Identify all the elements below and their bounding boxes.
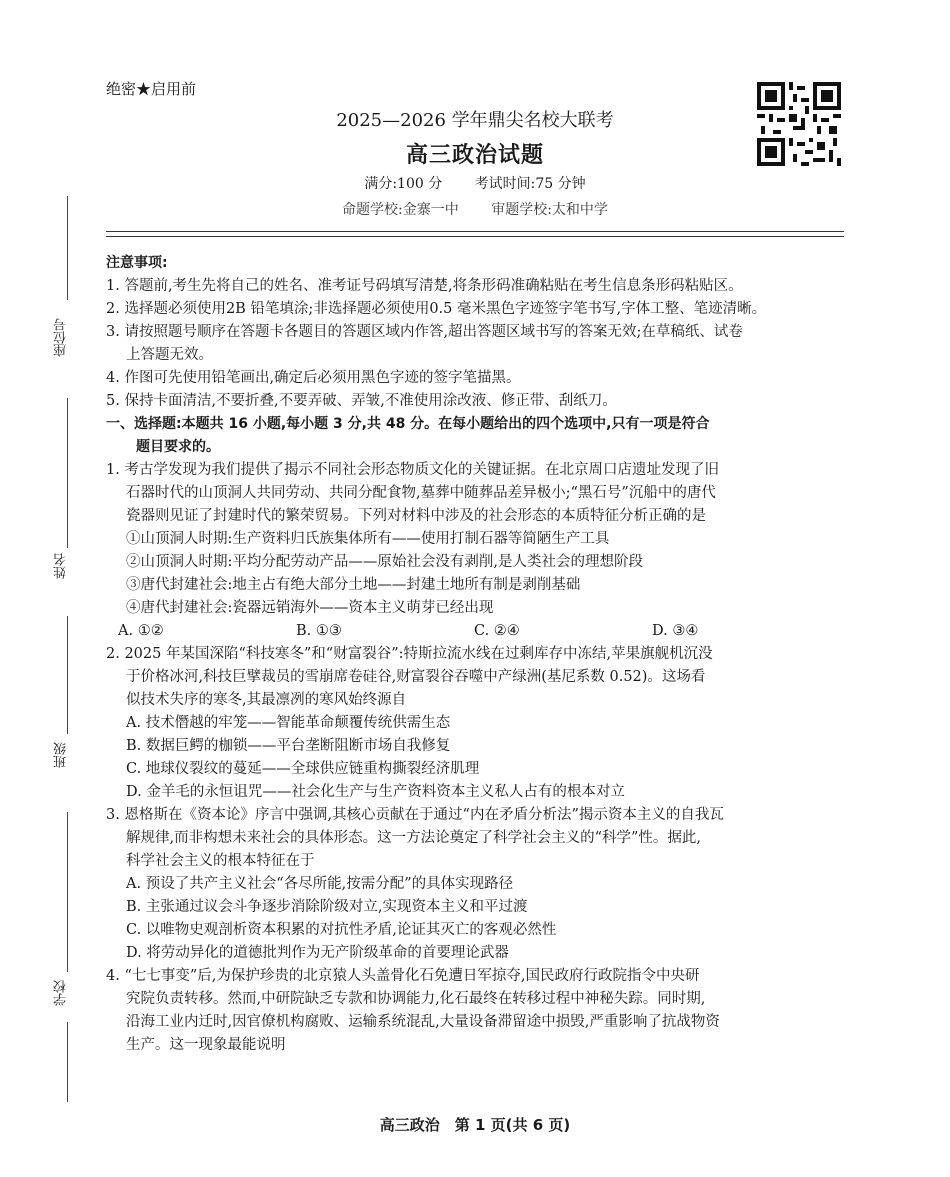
full-score: 满分:100 分	[364, 176, 443, 192]
question-stem: 3. 恩格斯在《资本论》序言中强调,其核心贡献在于通过“内在矛盾分析法”揭示资本主义的自我瓦	[106, 807, 724, 823]
option-c: C. 以唯物史观剖析资本积累的对抗性矛盾,论证其灭亡的客观必然性	[126, 922, 557, 938]
qr-code	[757, 82, 841, 166]
section-title: 一、选择题:本题共 16 小题,每小题 3 分,共 48 分。在每小题给出的四个选项中,只有一项是符合	[106, 416, 710, 432]
question-stem: 究院负责转移。然而,中研院缺乏专款和协调能力,化石最终在转移过程中神秘失踪。同时期,	[126, 991, 706, 1007]
seat-label: 座位号	[54, 318, 69, 357]
option-b: B. 主张通过议会斗争逐步消除阶级对立,实现资本主义和平过渡	[126, 899, 528, 915]
note-item: 上答题无效。	[126, 347, 213, 363]
question-stem: 沿海工业内迁时,因官僚机构腐败、运输系统混乱,大量设备滞留途中损毁,严重影响了抗战物资	[126, 1014, 720, 1030]
header-rule-top	[106, 231, 844, 232]
exam-title: 2025—2026 学年鼎尖名校大联考	[336, 110, 614, 131]
option-d: D. 将劳动异化的道德批判作为无产阶级革命的首要理论武器	[126, 945, 509, 961]
option-b: B. ①③	[296, 623, 342, 639]
exam-time: 考试时间:75 分钟	[474, 176, 586, 192]
note-item: 3. 请按照题号顺序在答题卡各题目的答题区域内作答,超出答题区域书写的答案无效;在草稿纸、试卷	[106, 324, 743, 340]
option-d: D. 金羊毛的永恒诅咒——社会化生产与生产资料资本主义私人占有的根本对立	[126, 784, 625, 800]
option-c: C. 地球仪裂纹的蔓延——全球供应链重构撕裂经济肌理	[126, 761, 480, 777]
question-stem: 1. 考古学发现为我们提供了揭示不同社会形态物质文化的关键证据。在北京周口店遗址发现了旧	[106, 462, 719, 478]
option-a: A. 技术僭越的牢笼——智能革命颠覆传统供需生态	[126, 715, 451, 731]
binding-line	[67, 398, 68, 548]
binding-line	[67, 616, 68, 734]
note-item: 5. 保持卡面清洁,不要折叠,不要弄破、弄皱,不准使用涂改液、修正带、刮纸刀。	[106, 393, 617, 409]
page-footer: 高三政治 第 1 页(共 6 页)	[379, 1116, 571, 1134]
note-item: 2. 选择题必须使用2B 铅笔填涂;非选择题必须使用0.5 毫米黑色字迹签字笔书写,字体工整、笔迹清晰。	[106, 301, 767, 317]
note-item: 4. 作图可先使用铅笔画出,确定后必须用黑色字迹的签字笔描黑。	[106, 370, 521, 386]
option-a: A. 预设了共产主义社会“各尽所能,按需分配”的具体实现路径	[126, 876, 514, 892]
option-d: D. ③④	[652, 623, 699, 639]
question-item: ③唐代封建社会:地主占有绝大部分土地——封建土地所有制是剥削基础	[126, 577, 581, 593]
binding-line	[67, 812, 68, 972]
reviewer-school: 审题学校:太和中学	[491, 202, 608, 218]
section-title: 题目要求的。	[136, 439, 220, 455]
question-stem: 解规律,而非构想未来社会的具体形态。这一方法论奠定了科学社会主义的“科学”性。据此,	[126, 830, 702, 846]
question-stem: 科学社会主义的根本特征在于	[126, 853, 315, 869]
name-label: 姓名	[54, 553, 69, 579]
setter-school: 命题学校:金寨一中	[342, 202, 459, 218]
question-item: ①山顶洞人时期:生产资料归氏族集体所有——使用打制石器等简陋生产工具	[126, 531, 610, 547]
question-stem: 瓷器则见证了封建时代的繁荣贸易。下列对材料中涉及的社会形态的本质特征分析正确的是	[126, 508, 706, 524]
binding-line	[67, 1022, 68, 1102]
question-stem: 石器时代的山顶洞人共同劳动、共同分配食物,墓葬中随葬品差异极小;“黑石号”沉船中的唐代	[126, 485, 716, 501]
subject-title: 高三政治试题	[405, 143, 544, 168]
option-c: C. ②④	[474, 623, 520, 639]
exam-meta	[0, 173, 950, 193]
header-rule-bottom	[106, 236, 844, 237]
question-item: ④唐代封建社会:瓷器远销海外——资本主义萌芽已经出现	[126, 600, 494, 616]
option-a: A. ①②	[118, 623, 164, 639]
notes-title: 注意事项:	[106, 255, 168, 271]
question-stem: 2. 2025 年某国深陷“科技寒冬”和“财富裂谷”:特斯拉流水线在过剩库存中冻结,苹果旗舰机沉没	[106, 646, 713, 662]
exam-content	[106, 252, 846, 1057]
question-stem: 似技术失序的寒冬,其最凛冽的寒风始终源自	[126, 692, 407, 708]
question-stem: 4. “七七事变”后,为保护珍贵的北京猿人头盖骨化石免遭日军掠夺,国民政府行政院指令中央研	[106, 968, 700, 984]
question-item: ②山顶洞人时期:平均分配劳动产品——原始社会没有剥削,是人类社会的理想阶段	[126, 554, 643, 570]
question-stem: 于价格冰河,科技巨擘裁员的雪崩席卷硅谷,财富裂谷吞噬中产绿洲(基尼系数 0.52)。这场看	[126, 669, 706, 685]
school-meta	[0, 199, 950, 219]
answer-options	[106, 620, 846, 643]
option-b: B. 数据巨鳄的枷锁——平台垄断阻断市场自我修复	[126, 738, 451, 754]
question-stem: 生产。这一现象最能说明	[126, 1037, 286, 1053]
school-label: 学校	[54, 980, 69, 1006]
binding-line	[67, 196, 68, 300]
class-label: 班级	[54, 742, 69, 768]
secret-label: 绝密★启用前	[106, 80, 197, 98]
note-item: 1. 答题前,考生先将自己的姓名、准考证号码填写清楚,将条形码准确粘贴在考生信息条形码粘贴区。	[106, 278, 743, 294]
